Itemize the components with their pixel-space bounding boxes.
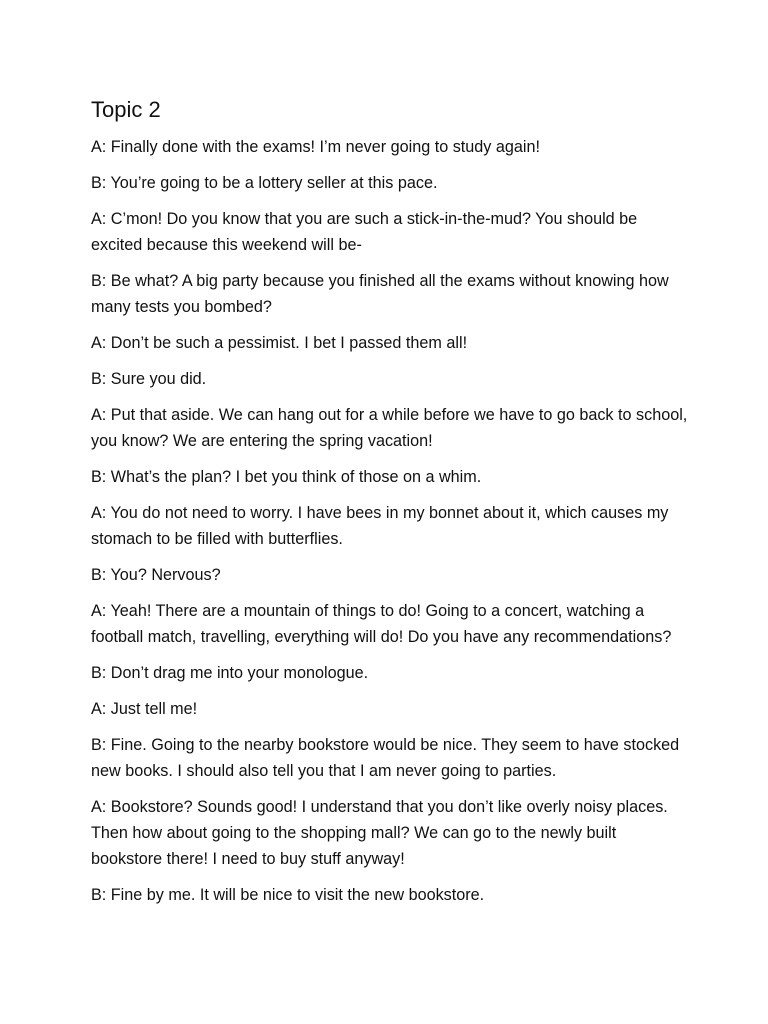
document-body xyxy=(91,96,691,918)
dialogue-line: A: C’mon! Do you know that you are such a stick-in-the-mud? You should be excited because this weekend will be- xyxy=(91,210,638,254)
dialogue-line: A: Bookstore? Sounds good! I understand that you don’t like overly noisy places. Then how about going to the shopping mall? We can go to the newly built bookstore there! I need to buy stuff anyway! xyxy=(91,798,668,868)
dialogue-line: B: Sure you did. xyxy=(91,370,207,388)
dialogue-line: B: You? Nervous? xyxy=(91,566,221,584)
dialogue-line: A: You do not need to worry. I have bees in my bonnet about it, which causes my stomach to be filled with butterflies. xyxy=(91,504,669,548)
dialogue-line: A: Just tell me! xyxy=(91,700,198,718)
dialogue-line: B: Don’t drag me into your monologue. xyxy=(91,664,369,682)
dialogue-line: A: Finally done with the exams! I’m never going to study again! xyxy=(91,138,540,156)
dialogue-line: B: Be what? A big party because you finished all the exams without knowing how many tests you bombed? xyxy=(91,272,669,316)
document-title: Topic 2 xyxy=(91,97,161,122)
dialogue-line: B: Fine by me. It will be nice to visit the new bookstore. xyxy=(91,886,485,904)
dialogue-line: B: You’re going to be a lottery seller at this pace. xyxy=(91,174,438,192)
dialogue-line: A: Don’t be such a pessimist. I bet I passed them all! xyxy=(91,334,468,352)
dialogue-line: B: Fine. Going to the nearby bookstore would be nice. They seem to have stocked new books. I should also tell you that I am never going to parties. xyxy=(91,736,680,780)
dialogue-line: A: Yeah! There are a mountain of things to do! Going to a concert, watching a football match, travelling, everything will do! Do you have any recommendations? xyxy=(91,602,672,646)
dialogue-line: B: What’s the plan? I bet you think of those on a whim. xyxy=(91,468,482,486)
dialogue-line: A: Put that aside. We can hang out for a while before we have to go back to school, you know? We are entering the spring vacation! xyxy=(91,406,688,450)
